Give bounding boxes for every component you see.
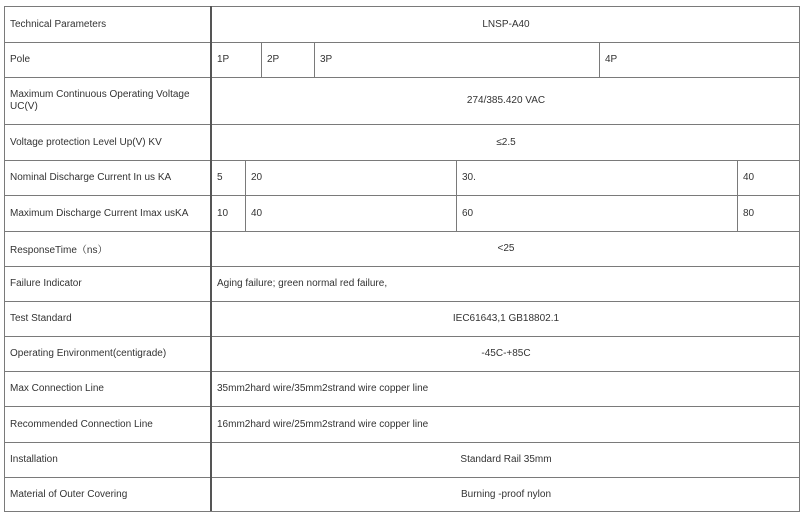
row-value: 20 [245, 160, 456, 195]
row-value: <25 [210, 231, 800, 266]
row-label: Operating Environment(centigrade) [4, 336, 210, 371]
row-value: 3P [314, 42, 599, 77]
row-label: Maximum Continuous Operating Voltage UC(V) [4, 77, 210, 124]
table-row [4, 160, 800, 195]
row-label: Failure Indicator [4, 266, 210, 301]
table-row [4, 266, 800, 301]
table-row [4, 406, 800, 442]
row-value: 40 [245, 195, 456, 231]
table-row [4, 231, 800, 266]
table-row [4, 42, 800, 77]
row-value: 80 [737, 195, 800, 231]
row-divider [4, 511, 800, 512]
row-label: Technical Parameters [4, 6, 210, 42]
table-row [4, 77, 800, 124]
row-value: 60 [456, 195, 737, 231]
row-value: Burning -proof nylon [210, 477, 800, 511]
row-value: 274/385.420 VAC [210, 77, 800, 124]
row-value: ≤2.5 [210, 124, 800, 160]
table-row [4, 477, 800, 511]
row-value: IEC61643,1 GB18802.1 [210, 301, 800, 336]
row-value: 5 [210, 160, 245, 195]
row-value: 10 [210, 195, 245, 231]
row-value: -45C-+85C [210, 336, 800, 371]
row-label: Voltage protection Level Up(V) KV [4, 124, 210, 160]
spec-table [4, 6, 800, 512]
row-value: 2P [261, 42, 314, 77]
row-value: LNSP-A40 [210, 6, 800, 42]
row-value: 4P [599, 42, 800, 77]
table-row [4, 195, 800, 231]
row-label: Material of Outer Covering [4, 477, 210, 511]
table-row [4, 371, 800, 406]
row-label: ResponseTime（ns） [4, 231, 210, 266]
row-label: Recommended Connection Line [4, 406, 210, 442]
table-row [4, 124, 800, 160]
table-row [4, 336, 800, 371]
row-value: 30. [456, 160, 737, 195]
row-value: Standard Rail 35mm [210, 442, 800, 477]
table-row [4, 301, 800, 336]
row-label: Test Standard [4, 301, 210, 336]
row-value: 16mm2hard wire/25mm2strand wire copper line [210, 406, 800, 442]
row-label: Maximum Discharge Current Imax usKA [4, 195, 210, 231]
row-label: Installation [4, 442, 210, 477]
row-label: Nominal Discharge Current In us KA [4, 160, 210, 195]
row-value: 40 [737, 160, 800, 195]
row-label: Pole [4, 42, 210, 77]
table-row [4, 6, 800, 42]
table-row [4, 442, 800, 477]
row-label: Max Connection Line [4, 371, 210, 406]
row-value: Aging failure; green normal red failure, [210, 266, 800, 301]
row-value: 1P [210, 42, 261, 77]
row-value: 35mm2hard wire/35mm2strand wire copper line [210, 371, 800, 406]
